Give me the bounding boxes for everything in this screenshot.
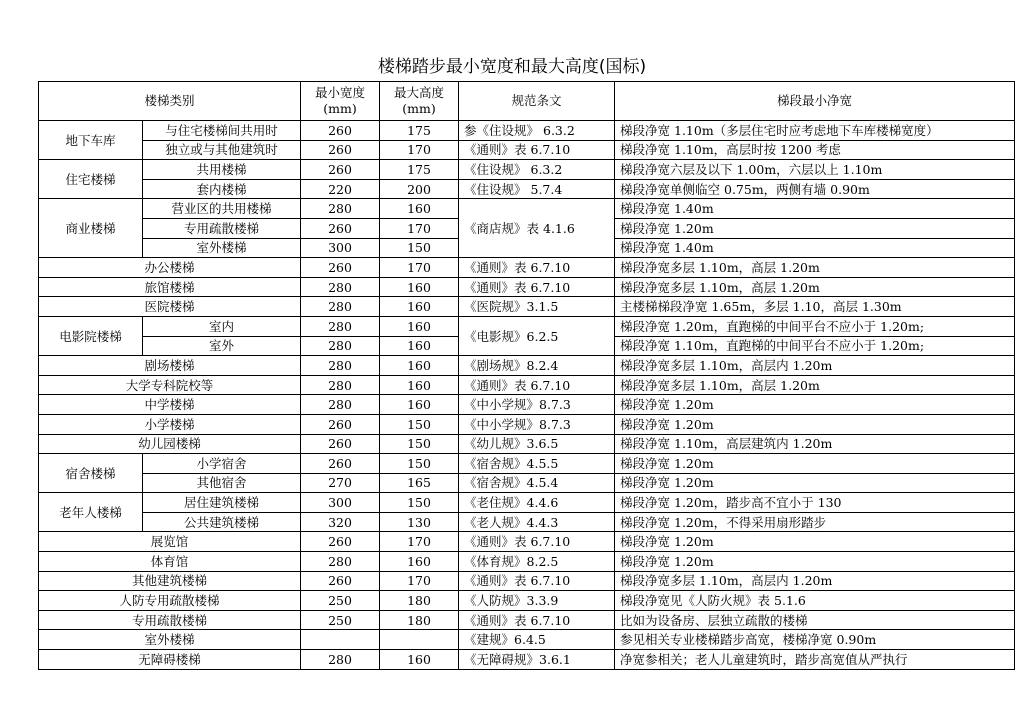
- row-subcategory: 套内楼梯: [143, 179, 301, 199]
- row-clause: 《幼儿规》3.6.5: [459, 434, 615, 454]
- row-subcategory: 室外楼梯: [143, 238, 301, 258]
- row-min-width: 300: [301, 238, 380, 258]
- row-clause: 《人防规》3.3.9: [459, 591, 615, 611]
- row-note: 梯段净宽 1.20m: [615, 395, 1015, 415]
- row-clause: 参《住设规》 6.3.2: [459, 121, 615, 141]
- row-category: 展览馆: [39, 532, 301, 552]
- row-note: 梯段净宽 1.20m: [615, 473, 1015, 493]
- table-row: [39, 375, 1015, 395]
- row-min-width: 320: [301, 512, 380, 532]
- row-min-width: 260: [301, 258, 380, 278]
- row-note: 参见相关专业楼梯踏步高宽，楼梯净宽 0.90m: [615, 630, 1015, 650]
- row-min-width: 250: [301, 610, 380, 630]
- row-clause: 《老住规》4.4.6: [459, 493, 615, 513]
- row-note: 梯段净宽六层及以下 1.00m，六层以上 1.10m: [615, 160, 1015, 180]
- row-max-height: 160: [380, 277, 459, 297]
- row-min-width: 280: [301, 650, 380, 670]
- row-min-width: 220: [301, 179, 380, 199]
- table-row: [39, 630, 1015, 650]
- row-note: 梯段净宽 1.10m，直跑梯的中间平台不应小于 1.20m;: [615, 336, 1015, 356]
- row-subcategory: 其他宿舍: [143, 473, 301, 493]
- row-group: 老年人楼梯: [39, 493, 143, 532]
- row-max-height: 160: [380, 336, 459, 356]
- row-category: 旅馆楼梯: [39, 277, 301, 297]
- row-max-height: 165: [380, 473, 459, 493]
- row-min-width: [301, 630, 380, 650]
- row-min-width: 280: [301, 552, 380, 572]
- header-category: 楼梯类别: [39, 82, 301, 121]
- row-subcategory: 公共建筑楼梯: [143, 512, 301, 532]
- row-category: 办公楼梯: [39, 258, 301, 278]
- row-clause: 《通则》表 6.7.10: [459, 610, 615, 630]
- row-category: 中学楼梯: [39, 395, 301, 415]
- table-row: [39, 650, 1015, 670]
- row-category: 大学专科院校等: [39, 375, 301, 395]
- table-row: [39, 297, 1015, 317]
- row-note: 梯段净宽多层 1.10m，高层 1.20m: [615, 375, 1015, 395]
- row-note: 梯段净宽多层 1.10m，高层 1.20m: [615, 277, 1015, 297]
- table-row: [39, 179, 1015, 199]
- row-max-height: 170: [380, 218, 459, 238]
- table-row: [39, 493, 1015, 513]
- row-category: 专用疏散楼梯: [39, 610, 301, 630]
- table-row: [39, 258, 1015, 278]
- row-clause: 《宿舍规》4.5.4: [459, 473, 615, 493]
- row-max-height: 160: [380, 356, 459, 376]
- row-note: 梯段净宽 1.10m，高层时按 1200 考虑: [615, 140, 1015, 160]
- row-subcategory: 小学宿舍: [143, 454, 301, 474]
- table-row: [39, 591, 1015, 611]
- row-category: 无障碍楼梯: [39, 650, 301, 670]
- row-note: 主楼梯梯段净宽 1.65m，多层 1.10，高层 1.30m: [615, 297, 1015, 317]
- row-clause: 《电影规》6.2.5: [459, 316, 615, 355]
- row-note: 梯段净宽单侧临空 0.75m，两侧有墙 0.90m: [615, 179, 1015, 199]
- row-subcategory: 共用楼梯: [143, 160, 301, 180]
- row-clause: 《中小学规》8.7.3: [459, 414, 615, 434]
- row-min-width: 280: [301, 356, 380, 376]
- table-row: [39, 454, 1015, 474]
- row-clause: 《通则》表 6.7.10: [459, 532, 615, 552]
- row-note: 净宽参相关；老人儿童建筑时，踏步高宽值从严执行: [615, 650, 1015, 670]
- row-note: 梯段净宽 1.20m: [615, 414, 1015, 434]
- row-note: 梯段净宽 1.40m: [615, 238, 1015, 258]
- row-clause: 《医院规》3.1.5: [459, 297, 615, 317]
- row-note: 梯段净宽 1.10m，高层建筑内 1.20m: [615, 434, 1015, 454]
- row-note: 梯段净宽 1.20m: [615, 532, 1015, 552]
- stair-spec-table: [38, 81, 1015, 670]
- row-subcategory: 专用疏散楼梯: [143, 218, 301, 238]
- row-category: 人防专用疏散楼梯: [39, 591, 301, 611]
- row-note: 梯段净宽 1.20m，不得采用扇形踏步: [615, 512, 1015, 532]
- row-category: 幼儿园楼梯: [39, 434, 301, 454]
- row-note: 比如为设备房、层独立疏散的楼梯: [615, 610, 1015, 630]
- row-subcategory: 室内: [143, 316, 301, 336]
- row-max-height: 160: [380, 297, 459, 317]
- row-clause: 《通则》表 6.7.10: [459, 140, 615, 160]
- row-max-height: 175: [380, 121, 459, 141]
- row-clause: 《商店规》表 4.1.6: [459, 199, 615, 258]
- row-min-width: 250: [301, 591, 380, 611]
- row-max-height: 200: [380, 179, 459, 199]
- row-category: 其他建筑楼梯: [39, 571, 301, 591]
- row-note: 梯段净宽 1.40m: [615, 199, 1015, 219]
- row-min-width: 260: [301, 454, 380, 474]
- row-category: 医院楼梯: [39, 297, 301, 317]
- row-clause: 《无障碍规》3.6.1: [459, 650, 615, 670]
- row-max-height: 170: [380, 532, 459, 552]
- table-row: [39, 434, 1015, 454]
- header-clause: 规范条文: [459, 82, 615, 121]
- row-clause: 《住设规》 5.7.4: [459, 179, 615, 199]
- row-subcategory: 与住宅楼梯间共用时: [143, 121, 301, 141]
- row-clause: 《通则》表 6.7.10: [459, 375, 615, 395]
- row-note: 梯段净宽多层 1.10m，高层 1.20m: [615, 258, 1015, 278]
- row-note: 梯段净宽 1.10m（多层住宅时应考虑地下车库楼梯宽度）: [615, 121, 1015, 141]
- row-max-height: [380, 630, 459, 650]
- row-min-width: 280: [301, 199, 380, 219]
- row-min-width: 280: [301, 375, 380, 395]
- row-max-height: 130: [380, 512, 459, 532]
- table-row: [39, 277, 1015, 297]
- row-clause: 《通则》表 6.7.10: [459, 571, 615, 591]
- table-row: [39, 356, 1015, 376]
- row-max-height: 160: [380, 375, 459, 395]
- table-row: [39, 552, 1015, 572]
- row-subcategory: 室外: [143, 336, 301, 356]
- row-group: 商业楼梯: [39, 199, 143, 258]
- row-max-height: 160: [380, 650, 459, 670]
- row-max-height: 160: [380, 316, 459, 336]
- row-max-height: 150: [380, 454, 459, 474]
- row-group: 住宅楼梯: [39, 160, 143, 199]
- row-max-height: 170: [380, 258, 459, 278]
- row-clause: 《住设规》 6.3.2: [459, 160, 615, 180]
- row-group: 宿舍楼梯: [39, 454, 143, 493]
- table-row: [39, 610, 1015, 630]
- row-max-height: 180: [380, 610, 459, 630]
- row-subcategory: 居住建筑楼梯: [143, 493, 301, 513]
- row-note: 梯段净宽多层 1.10m，高层内 1.20m: [615, 571, 1015, 591]
- header-min-clear-width: 梯段最小净宽: [615, 82, 1015, 121]
- row-min-width: 280: [301, 336, 380, 356]
- row-min-width: 260: [301, 532, 380, 552]
- header-min-width: 最小宽度 (mm): [301, 82, 380, 121]
- row-min-width: 280: [301, 316, 380, 336]
- table-row: [39, 199, 1015, 219]
- row-min-width: 270: [301, 473, 380, 493]
- row-min-width: 260: [301, 571, 380, 591]
- row-category: 剧场楼梯: [39, 356, 301, 376]
- row-group: 地下车库: [39, 121, 143, 160]
- row-max-height: 150: [380, 414, 459, 434]
- table-row: [39, 316, 1015, 336]
- row-clause: 《通则》表 6.7.10: [459, 277, 615, 297]
- row-max-height: 150: [380, 238, 459, 258]
- row-clause: 《体育规》8.2.5: [459, 552, 615, 572]
- table-row: [39, 414, 1015, 434]
- row-min-width: 280: [301, 297, 380, 317]
- table-row: [39, 473, 1015, 493]
- table-row: [39, 140, 1015, 160]
- row-min-width: 300: [301, 493, 380, 513]
- table-row: [39, 571, 1015, 591]
- row-max-height: 175: [380, 160, 459, 180]
- row-subcategory: 独立或与其他建筑时: [143, 140, 301, 160]
- row-clause: 《中小学规》8.7.3: [459, 395, 615, 415]
- row-min-width: 260: [301, 434, 380, 454]
- row-category: 小学楼梯: [39, 414, 301, 434]
- row-note: 梯段净宽 1.20m，踏步高不宜小于 130: [615, 493, 1015, 513]
- row-clause: 《宿舍规》4.5.5: [459, 454, 615, 474]
- row-clause: 《老人规》4.4.3: [459, 512, 615, 532]
- row-min-width: 280: [301, 395, 380, 415]
- row-group: 电影院楼梯: [39, 316, 143, 355]
- row-min-width: 260: [301, 121, 380, 141]
- row-max-height: 160: [380, 552, 459, 572]
- page-title: 楼梯踏步最小宽度和最大高度(国标): [377, 57, 647, 77]
- row-note: 梯段净宽 1.20m: [615, 552, 1015, 572]
- row-max-height: 160: [380, 199, 459, 219]
- row-min-width: 260: [301, 414, 380, 434]
- row-category: 室外楼梯: [39, 630, 301, 650]
- table-row: [39, 532, 1015, 552]
- row-note: 梯段净宽 1.20m: [615, 218, 1015, 238]
- row-note: 梯段净宽 1.20m: [615, 454, 1015, 474]
- row-max-height: 180: [380, 591, 459, 611]
- row-note: 梯段净宽见《人防火规》表 5.1.6: [615, 591, 1015, 611]
- row-min-width: 260: [301, 140, 380, 160]
- table-header-row: [39, 82, 1015, 121]
- row-max-height: 170: [380, 140, 459, 160]
- row-min-width: 260: [301, 218, 380, 238]
- row-clause: 《建规》6.4.5: [459, 630, 615, 650]
- row-category: 体育馆: [39, 552, 301, 572]
- row-max-height: 150: [380, 434, 459, 454]
- row-max-height: 160: [380, 395, 459, 415]
- row-min-width: 280: [301, 277, 380, 297]
- table-row: [39, 160, 1015, 180]
- header-max-height: 最大高度 (mm): [380, 82, 459, 121]
- table-row: [39, 121, 1015, 141]
- row-max-height: 170: [380, 571, 459, 591]
- row-note: 梯段净宽 1.20m，直跑梯的中间平台不应小于 1.20m;: [615, 316, 1015, 336]
- row-clause: 《通则》表 6.7.10: [459, 258, 615, 278]
- row-note: 梯段净宽多层 1.10m，高层内 1.20m: [615, 356, 1015, 376]
- row-subcategory: 营业区的共用楼梯: [143, 199, 301, 219]
- table-row: [39, 512, 1015, 532]
- row-max-height: 150: [380, 493, 459, 513]
- table-row: [39, 395, 1015, 415]
- row-min-width: 260: [301, 160, 380, 180]
- row-clause: 《剧场规》8.2.4: [459, 356, 615, 376]
